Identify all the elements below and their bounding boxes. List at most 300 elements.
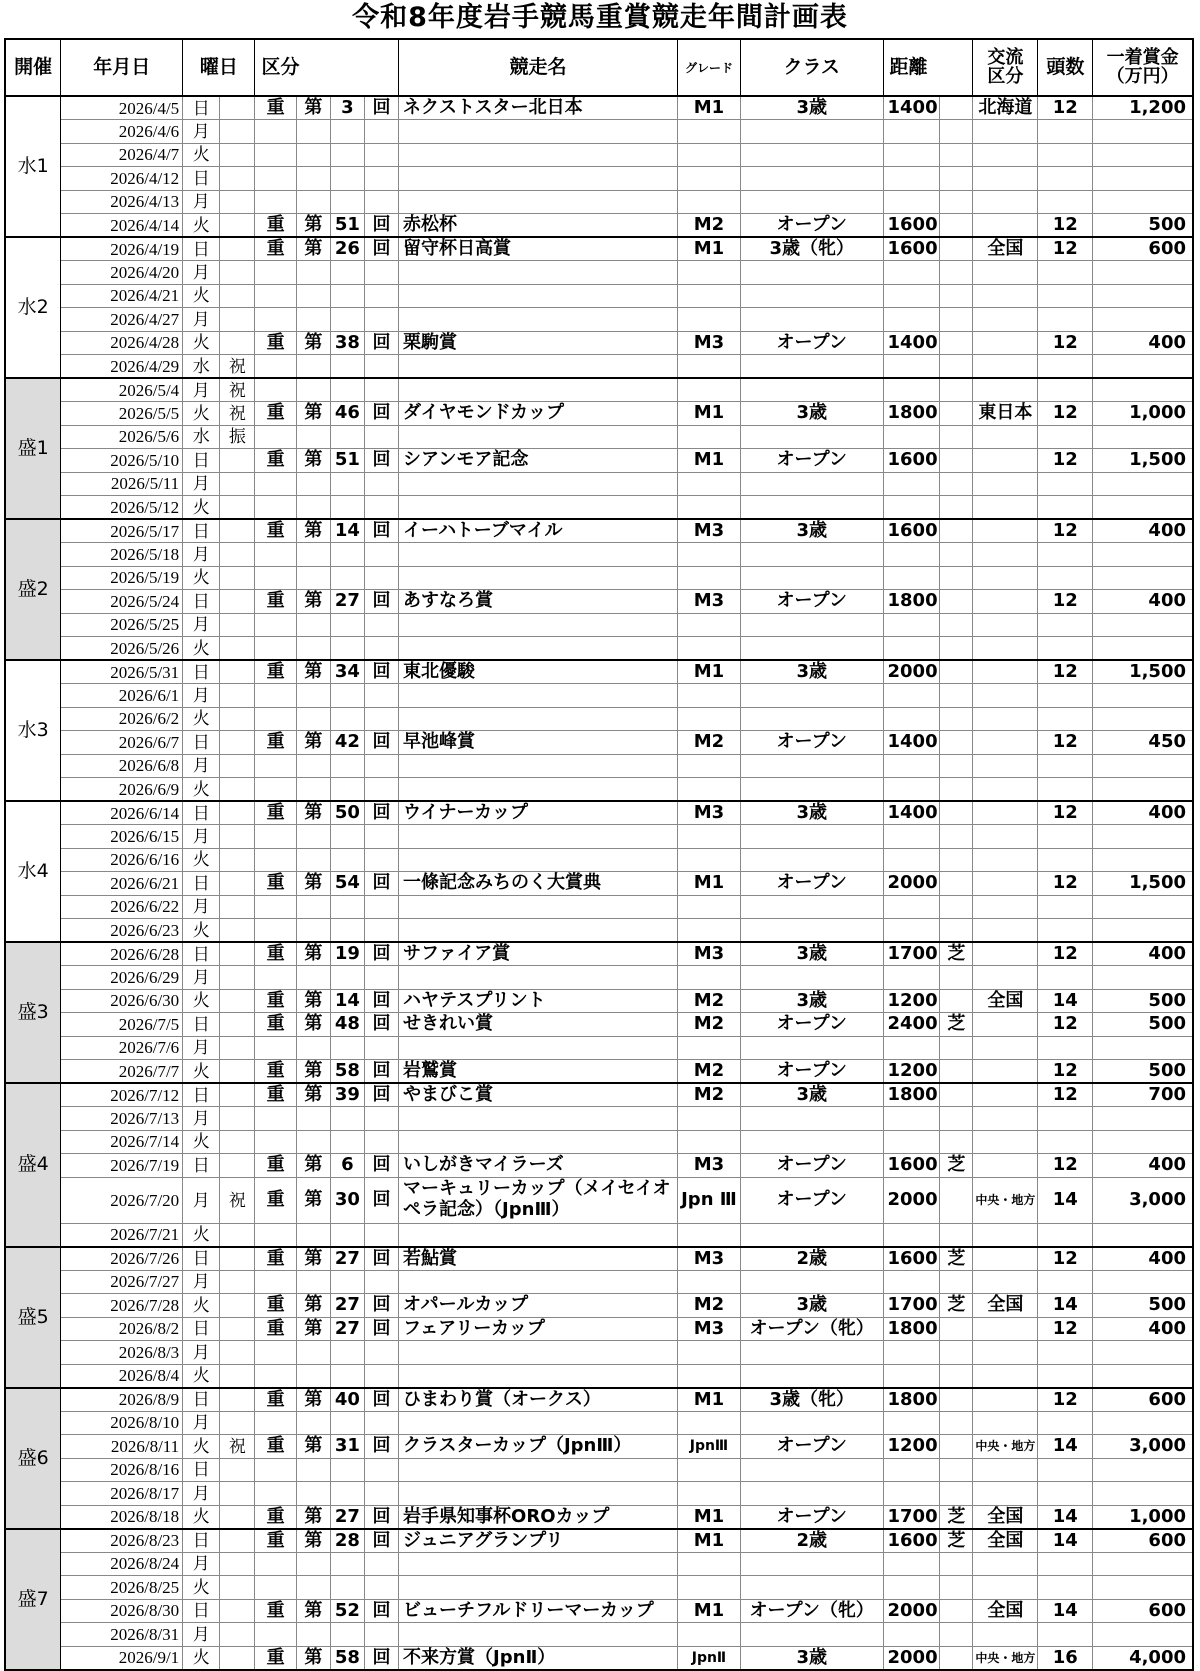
empty-exchange-cell (973, 637, 1038, 661)
holiday-mark (220, 848, 255, 872)
empty-race-number-cell (330, 355, 364, 379)
race-number: 27 (330, 1247, 364, 1271)
first-prize: 500 (1093, 1060, 1193, 1084)
empty-class-cell (740, 825, 883, 849)
empty-race-number-cell (330, 684, 364, 708)
empty-heads-cell (1038, 167, 1093, 191)
empty-ordinal-prefix-cell (296, 190, 330, 214)
empty-exchange-cell (973, 613, 1038, 637)
race-name: 若鮎賞 (399, 1247, 678, 1271)
day-of-week: 日 (183, 96, 220, 120)
empty-race-number-cell (330, 1341, 364, 1365)
empty-class-cell (740, 684, 883, 708)
empty-distance-cell (883, 1364, 940, 1388)
holiday-mark (220, 613, 255, 637)
empty-kubun-cell (255, 637, 296, 661)
field-size: 12 (1038, 731, 1093, 755)
empty-exchange-cell (973, 1411, 1038, 1435)
day-of-week: 水 (183, 425, 220, 449)
race-date: 2026/8/10 (61, 1411, 183, 1435)
turf-mark (940, 872, 973, 896)
holiday-mark (220, 731, 255, 755)
table-row (5, 872, 1193, 896)
empty-exchange-cell (973, 1036, 1038, 1060)
ordinal-prefix: 第 (296, 942, 330, 966)
empty-race-number-cell (330, 1223, 364, 1247)
race-date: 2026/7/20 (61, 1177, 183, 1223)
table-row (5, 613, 1193, 637)
table-row (5, 731, 1193, 755)
empty-turf-cell (940, 919, 973, 943)
day-of-week: 月 (183, 1341, 220, 1365)
empty-prize-cell (1093, 120, 1193, 144)
race-grade: M1 (677, 96, 740, 120)
header-kubun: 区分 (255, 39, 399, 96)
empty-exchange-cell (973, 143, 1038, 167)
race-distance: 2400 (883, 1013, 940, 1037)
holiday-mark (220, 1223, 255, 1247)
empty-race-name-cell (399, 1364, 678, 1388)
empty-turf-cell (940, 1270, 973, 1294)
empty-race-number-cell (330, 472, 364, 496)
race-class: オープン（牝） (740, 1599, 883, 1623)
race-distance: 1400 (883, 801, 940, 825)
page-title: 令和8年度岩手競馬重賞競走年間計画表 (352, 2, 848, 33)
race-number: 40 (330, 1388, 364, 1412)
day-of-week: 火 (183, 496, 220, 520)
empty-distance-cell (883, 472, 940, 496)
holiday-mark (220, 96, 255, 120)
empty-grade-cell (677, 1482, 740, 1506)
empty-ordinal-prefix-cell (296, 378, 330, 402)
field-size: 12 (1038, 1247, 1093, 1271)
field-size: 12 (1038, 519, 1093, 543)
empty-ordinal-prefix-cell (296, 684, 330, 708)
exchange-type (973, 331, 1038, 355)
race-date: 2026/5/26 (61, 637, 183, 661)
race-name: ひまわり賞（オークス） (399, 1388, 678, 1412)
holiday-mark: 祝 (220, 1435, 255, 1459)
empty-race-number-cell (330, 378, 364, 402)
field-size: 16 (1038, 1646, 1093, 1670)
empty-distance-cell (883, 1623, 940, 1647)
holiday-mark (220, 1270, 255, 1294)
empty-turf-cell (940, 261, 973, 285)
holiday-mark (220, 1552, 255, 1576)
empty-prize-cell (1093, 1482, 1193, 1506)
empty-race-name-cell (399, 613, 678, 637)
empty-kubun-cell (255, 825, 296, 849)
empty-prize-cell (1093, 684, 1193, 708)
empty-heads-cell (1038, 1458, 1093, 1482)
exchange-type (973, 1388, 1038, 1412)
holiday-mark (220, 754, 255, 778)
ordinal-prefix: 第 (296, 872, 330, 896)
day-of-week: 日 (183, 1458, 220, 1482)
empty-distance-cell (883, 1223, 940, 1247)
empty-class-cell (740, 425, 883, 449)
grade-kubun: 重 (255, 402, 296, 426)
holiday-mark (220, 1107, 255, 1131)
holiday-mark (220, 472, 255, 496)
race-date: 2026/8/16 (61, 1458, 183, 1482)
race-grade: Jpn Ⅲ (677, 1177, 740, 1223)
race-grade: M3 (677, 1154, 740, 1178)
turf-mark (940, 660, 973, 684)
empty-class-cell (740, 778, 883, 802)
empty-kubun-cell (255, 143, 296, 167)
empty-exchange-cell (973, 1107, 1038, 1131)
race-number: 28 (330, 1529, 364, 1553)
field-size: 12 (1038, 331, 1093, 355)
empty-heads-cell (1038, 425, 1093, 449)
empty-prize-cell (1093, 1364, 1193, 1388)
empty-ordinal-prefix-cell (296, 472, 330, 496)
first-prize: 600 (1093, 1388, 1193, 1412)
empty-ordinal-prefix-cell (296, 1130, 330, 1154)
empty-exchange-cell (973, 355, 1038, 379)
holiday-mark (220, 1388, 255, 1412)
empty-exchange-cell (973, 1364, 1038, 1388)
race-distance: 1600 (883, 1154, 940, 1178)
race-class: オープン (740, 331, 883, 355)
table-row (5, 754, 1193, 778)
field-size: 12 (1038, 660, 1093, 684)
race-date: 2026/5/10 (61, 449, 183, 473)
field-size: 12 (1038, 801, 1093, 825)
grade-kubun: 重 (255, 519, 296, 543)
empty-class-cell (740, 637, 883, 661)
ordinal-prefix: 第 (296, 801, 330, 825)
empty-class-cell (740, 284, 883, 308)
day-of-week: 火 (183, 1364, 220, 1388)
empty-heads-cell (1038, 120, 1093, 144)
race-distance: 2000 (883, 1599, 940, 1623)
first-prize: 400 (1093, 1247, 1193, 1271)
table-row (5, 989, 1193, 1013)
empty-turf-cell (940, 425, 973, 449)
empty-exchange-cell (973, 919, 1038, 943)
empty-class-cell (740, 1411, 883, 1435)
empty-exchange-cell (973, 895, 1038, 919)
empty-ordinal-suffix-cell (364, 1270, 398, 1294)
race-date: 2026/4/5 (61, 96, 183, 120)
empty-race-name-cell (399, 825, 678, 849)
turf-mark (940, 1060, 973, 1084)
day-of-week: 日 (183, 660, 220, 684)
ordinal-suffix: 回 (364, 660, 398, 684)
holiday-mark: 祝 (220, 402, 255, 426)
race-grade: M2 (677, 1083, 740, 1107)
day-of-week: 月 (183, 895, 220, 919)
holiday-mark: 祝 (220, 378, 255, 402)
day-of-week: 火 (183, 1576, 220, 1600)
ordinal-suffix: 回 (364, 942, 398, 966)
empty-prize-cell (1093, 496, 1193, 520)
meet-label: 盛4 (5, 1083, 61, 1247)
race-distance: 1400 (883, 331, 940, 355)
empty-heads-cell (1038, 1223, 1093, 1247)
exchange-type (973, 1060, 1038, 1084)
field-size: 12 (1038, 872, 1093, 896)
race-class: 3歳 (740, 1294, 883, 1318)
empty-distance-cell (883, 848, 940, 872)
race-distance: 1600 (883, 519, 940, 543)
turf-mark (940, 1435, 973, 1459)
empty-class-cell (740, 1482, 883, 1506)
empty-grade-cell (677, 1270, 740, 1294)
empty-distance-cell (883, 919, 940, 943)
empty-grade-cell (677, 895, 740, 919)
empty-ordinal-suffix-cell (364, 496, 398, 520)
race-date: 2026/8/30 (61, 1599, 183, 1623)
table-row (5, 1013, 1193, 1037)
empty-turf-cell (940, 543, 973, 567)
ordinal-suffix: 回 (364, 989, 398, 1013)
empty-class-cell (740, 308, 883, 332)
empty-kubun-cell (255, 895, 296, 919)
race-distance: 1600 (883, 1247, 940, 1271)
empty-kubun-cell (255, 355, 296, 379)
empty-prize-cell (1093, 1341, 1193, 1365)
day-of-week: 火 (183, 778, 220, 802)
empty-race-number-cell (330, 496, 364, 520)
race-distance: 1700 (883, 1505, 940, 1529)
table-row (5, 1552, 1193, 1576)
empty-turf-cell (940, 1364, 973, 1388)
empty-ordinal-prefix-cell (296, 566, 330, 590)
empty-race-name-cell (399, 919, 678, 943)
first-prize: 3,000 (1093, 1435, 1193, 1459)
empty-race-number-cell (330, 120, 364, 144)
empty-race-number-cell (330, 1623, 364, 1647)
empty-grade-cell (677, 261, 740, 285)
empty-heads-cell (1038, 1576, 1093, 1600)
empty-prize-cell (1093, 1223, 1193, 1247)
holiday-mark (220, 519, 255, 543)
grade-kubun: 重 (255, 449, 296, 473)
empty-ordinal-suffix-cell (364, 120, 398, 144)
empty-ordinal-prefix-cell (296, 1411, 330, 1435)
day-of-week: 月 (183, 378, 220, 402)
empty-ordinal-prefix-cell (296, 425, 330, 449)
empty-grade-cell (677, 566, 740, 590)
empty-turf-cell (940, 190, 973, 214)
empty-race-number-cell (330, 1270, 364, 1294)
empty-race-name-cell (399, 684, 678, 708)
empty-ordinal-prefix-cell (296, 637, 330, 661)
empty-kubun-cell (255, 1552, 296, 1576)
exchange-type (973, 660, 1038, 684)
race-date: 2026/8/25 (61, 1576, 183, 1600)
exchange-type (973, 449, 1038, 473)
ordinal-suffix: 回 (364, 331, 398, 355)
empty-heads-cell (1038, 1623, 1093, 1647)
race-date: 2026/7/28 (61, 1294, 183, 1318)
field-size: 14 (1038, 1599, 1093, 1623)
empty-class-cell (740, 1364, 883, 1388)
race-number: 42 (330, 731, 364, 755)
header-race-name: 競走名 (399, 39, 678, 96)
empty-race-name-cell (399, 472, 678, 496)
grade-kubun: 重 (255, 660, 296, 684)
grade-kubun: 重 (255, 1529, 296, 1553)
empty-ordinal-suffix-cell (364, 707, 398, 731)
race-date: 2026/8/31 (61, 1623, 183, 1647)
holiday-mark (220, 919, 255, 943)
empty-prize-cell (1093, 754, 1193, 778)
table-row (5, 1599, 1193, 1623)
empty-grade-cell (677, 472, 740, 496)
empty-ordinal-prefix-cell (296, 848, 330, 872)
grade-kubun: 重 (255, 96, 296, 120)
holiday-mark (220, 778, 255, 802)
holiday-mark (220, 308, 255, 332)
grade-kubun: 重 (255, 1646, 296, 1670)
empty-grade-cell (677, 1411, 740, 1435)
empty-prize-cell (1093, 190, 1193, 214)
empty-class-cell (740, 472, 883, 496)
race-class: 3歳 (740, 402, 883, 426)
race-number: 51 (330, 214, 364, 238)
empty-ordinal-suffix-cell (364, 778, 398, 802)
day-of-week: 火 (183, 1130, 220, 1154)
empty-race-number-cell (330, 566, 364, 590)
race-number: 52 (330, 1599, 364, 1623)
race-number: 30 (330, 1177, 364, 1223)
day-of-week: 日 (183, 590, 220, 614)
empty-distance-cell (883, 543, 940, 567)
meet-label: 盛7 (5, 1529, 61, 1670)
empty-kubun-cell (255, 919, 296, 943)
empty-distance-cell (883, 284, 940, 308)
race-number: 14 (330, 989, 364, 1013)
field-size: 12 (1038, 1013, 1093, 1037)
empty-distance-cell (883, 378, 940, 402)
empty-turf-cell (940, 1223, 973, 1247)
empty-grade-cell (677, 1458, 740, 1482)
empty-ordinal-prefix-cell (296, 1107, 330, 1131)
empty-class-cell (740, 1552, 883, 1576)
day-of-week: 日 (183, 801, 220, 825)
day-of-week: 月 (183, 684, 220, 708)
day-of-week: 月 (183, 1107, 220, 1131)
race-distance: 1600 (883, 214, 940, 238)
race-date: 2026/5/11 (61, 472, 183, 496)
table-row (5, 331, 1193, 355)
race-class: オープン (740, 1060, 883, 1084)
empty-race-number-cell (330, 1107, 364, 1131)
empty-grade-cell (677, 1576, 740, 1600)
empty-exchange-cell (973, 1623, 1038, 1647)
header-dow: 曜日 (183, 39, 255, 96)
holiday-mark (220, 1576, 255, 1600)
empty-prize-cell (1093, 1270, 1193, 1294)
empty-race-name-cell (399, 261, 678, 285)
empty-prize-cell (1093, 143, 1193, 167)
header-distance: 距離 (883, 39, 973, 96)
holiday-mark (220, 1411, 255, 1435)
race-date: 2026/5/25 (61, 613, 183, 637)
race-distance: 2000 (883, 1646, 940, 1670)
race-name: 岩鷲賞 (399, 1060, 678, 1084)
empty-race-name-cell (399, 1270, 678, 1294)
ordinal-prefix: 第 (296, 331, 330, 355)
empty-class-cell (740, 1576, 883, 1600)
race-distance: 1600 (883, 237, 940, 261)
empty-turf-cell (940, 566, 973, 590)
empty-distance-cell (883, 1341, 940, 1365)
empty-race-number-cell (330, 613, 364, 637)
ordinal-suffix: 回 (364, 872, 398, 896)
empty-turf-cell (940, 1458, 973, 1482)
empty-race-name-cell (399, 284, 678, 308)
race-name: 栗駒賞 (399, 331, 678, 355)
empty-distance-cell (883, 566, 940, 590)
empty-kubun-cell (255, 1036, 296, 1060)
day-of-week: 火 (183, 284, 220, 308)
table-row (5, 1130, 1193, 1154)
empty-kubun-cell (255, 1576, 296, 1600)
table-row (5, 190, 1193, 214)
race-name: 赤松杯 (399, 214, 678, 238)
empty-distance-cell (883, 261, 940, 285)
empty-grade-cell (677, 190, 740, 214)
holiday-mark: 祝 (220, 1177, 255, 1223)
race-number: 27 (330, 590, 364, 614)
empty-ordinal-prefix-cell (296, 1364, 330, 1388)
table-row (5, 966, 1193, 990)
ordinal-prefix: 第 (296, 214, 330, 238)
holiday-mark (220, 1036, 255, 1060)
race-date: 2026/9/1 (61, 1646, 183, 1670)
day-of-week: 火 (183, 848, 220, 872)
race-date: 2026/4/14 (61, 214, 183, 238)
race-number: 31 (330, 1435, 364, 1459)
header-date: 年月日 (61, 39, 183, 96)
race-date: 2026/6/16 (61, 848, 183, 872)
ordinal-suffix: 回 (364, 1646, 398, 1670)
empty-heads-cell (1038, 190, 1093, 214)
race-grade: M1 (677, 660, 740, 684)
race-grade: M1 (677, 1529, 740, 1553)
day-of-week: 月 (183, 308, 220, 332)
empty-ordinal-suffix-cell (364, 378, 398, 402)
day-of-week: 火 (183, 707, 220, 731)
race-date: 2026/6/15 (61, 825, 183, 849)
race-class: 3歳 (740, 660, 883, 684)
empty-kubun-cell (255, 284, 296, 308)
race-date: 2026/5/12 (61, 496, 183, 520)
empty-race-name-cell (399, 1623, 678, 1647)
empty-heads-cell (1038, 778, 1093, 802)
race-class: オープン (740, 872, 883, 896)
first-prize: 1,000 (1093, 402, 1193, 426)
empty-ordinal-prefix-cell (296, 167, 330, 191)
table-row (5, 660, 1193, 684)
empty-ordinal-suffix-cell (364, 848, 398, 872)
empty-ordinal-prefix-cell (296, 120, 330, 144)
empty-kubun-cell (255, 778, 296, 802)
field-size: 14 (1038, 1294, 1093, 1318)
meet-label: 水2 (5, 237, 61, 378)
race-date: 2026/8/2 (61, 1317, 183, 1341)
empty-class-cell (740, 261, 883, 285)
empty-prize-cell (1093, 1576, 1193, 1600)
field-size: 14 (1038, 1505, 1093, 1529)
empty-distance-cell (883, 167, 940, 191)
empty-grade-cell (677, 308, 740, 332)
